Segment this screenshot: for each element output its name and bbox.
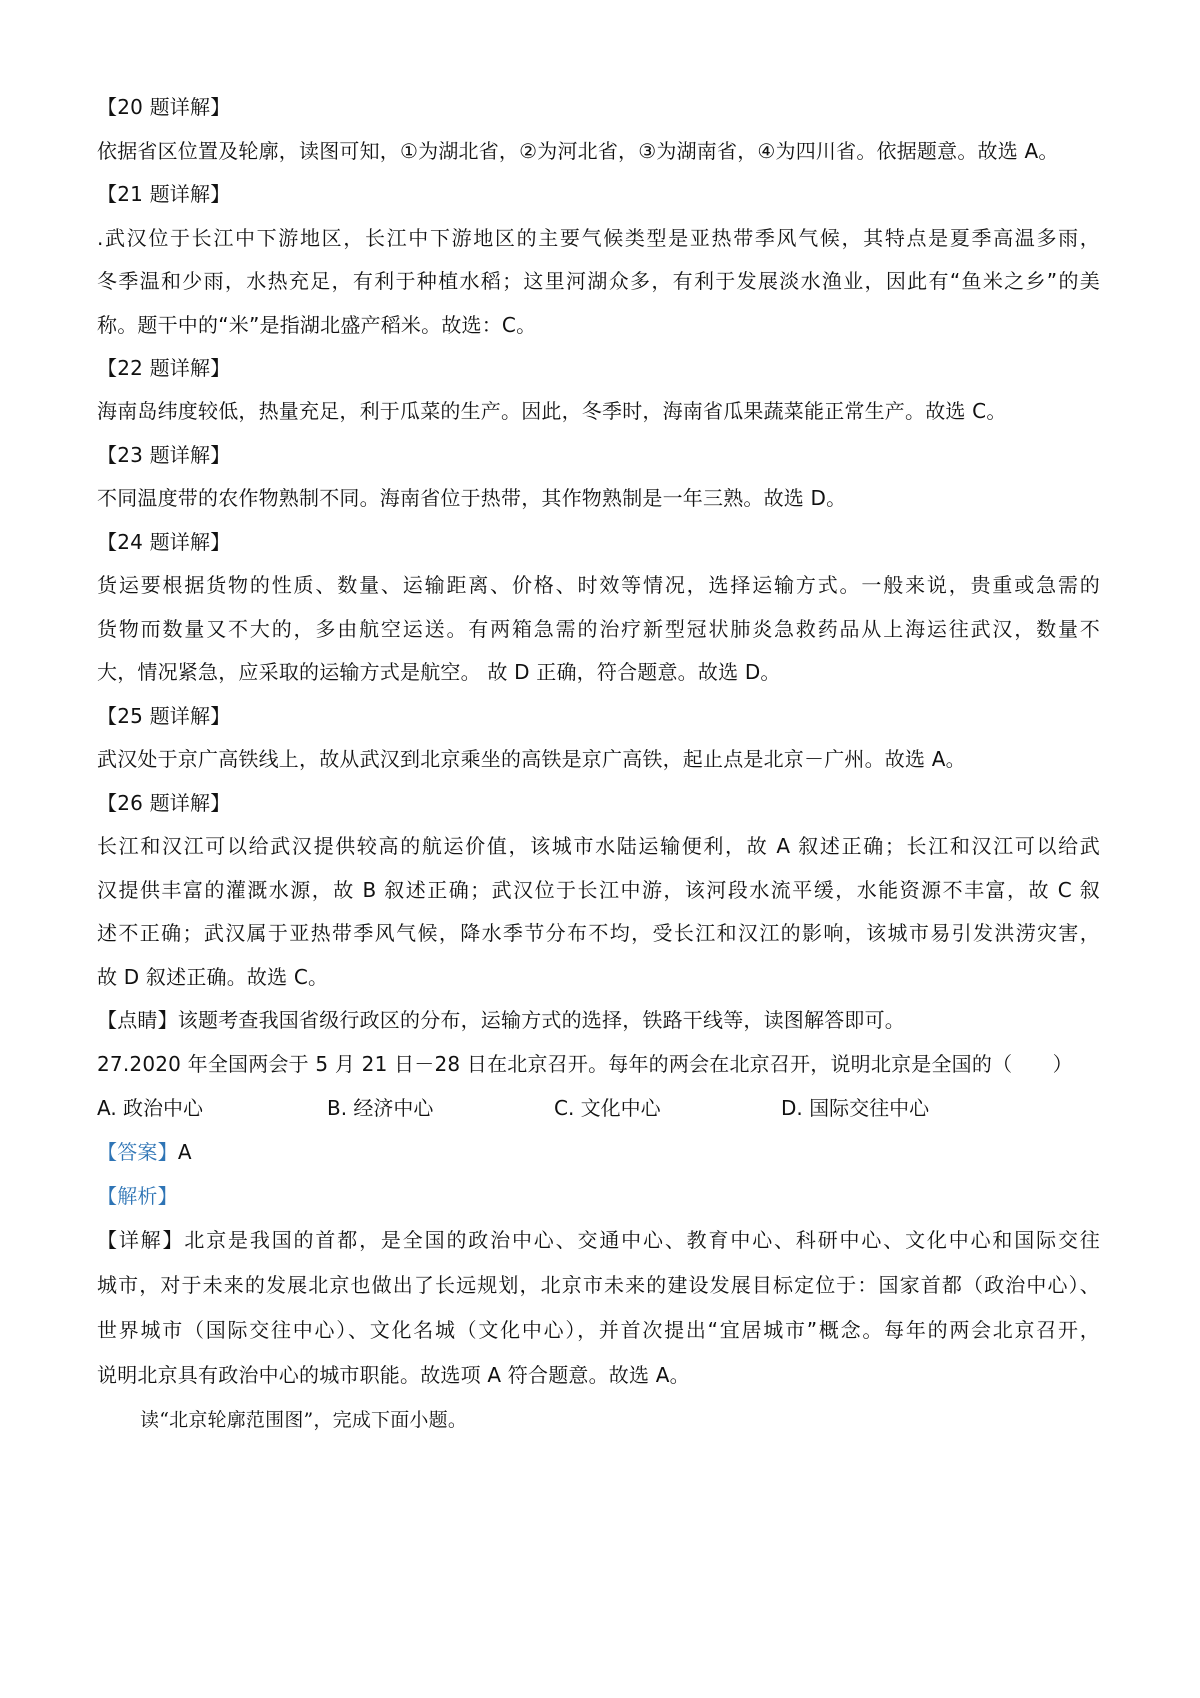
heading-q25: 【25 题详解】 — [97, 704, 231, 728]
explanation-q26-line2: 汉提供丰富的灌溉水源，故 B 叙述正确；武汉位于长江中游，该河段水流平缓，水能资源不丰富，故 C 叙 — [97, 878, 1100, 902]
explanation-q26-line3: 述不正确；武汉属于亚热带季风气候，降水季节分布不均，受长江和汉江的影响，该城市易引发洪涝灾害， — [97, 921, 1100, 945]
answer-value: A — [177, 1140, 192, 1164]
heading-q21: 【21 题详解】 — [97, 182, 231, 206]
explanation-q20: 依据省区位置及轮廓，读图可知，①为湖北省，②为河北省，③为湖南省，④为四川省。依据题意。故选 A。 — [97, 139, 1059, 163]
detail-line1: 【详解】北京是我国的首都，是全国的政治中心、交通中心、教育中心、科研中心、文化中心和国际交往 — [97, 1228, 1100, 1252]
heading-q23: 【23 题详解】 — [97, 443, 231, 467]
answer-line — [97, 1137, 192, 1167]
option-a: A. 政治中心 — [97, 1096, 204, 1120]
explanation-q22: 海南岛纬度较低，热量充足，利于瓜菜的生产。因此，冬季时，海南省瓜果蔬菜能正常生产。故选 C。 — [97, 399, 1007, 423]
explanation-q25: 武汉处于京广高铁线上，故从武汉到北京乘坐的高铁是京广高铁，起止点是北京－广州。故选 A。 — [97, 747, 966, 771]
explanation-q24-line1: 货运要根据货物的性质、数量、运输距离、价格、时效等情况，选择运输方式。一般来说，贵重或急需的 — [97, 573, 1100, 597]
explanation-q23: 不同温度带的农作物熟制不同。海南省位于热带，其作物熟制是一年三熟。故选 D。 — [97, 486, 847, 510]
explanation-q21-line2: 冬季温和少雨，水热充足，有利于种植水稻；这里河湖众多，有利于发展淡水渔业，因此有“鱼米之乡”的美 — [97, 269, 1100, 293]
heading-q20: 【20 题详解】 — [97, 95, 231, 119]
answer-label: 【答案】 — [97, 1140, 178, 1164]
heading-q24: 【24 题详解】 — [97, 530, 231, 554]
detail-line4: 说明北京具有政治中心的城市职能。故选项 A 符合题意。故选 A。 — [97, 1363, 690, 1387]
dianjing-note: 【点睛】该题考查我国省级行政区的分布，运输方式的选择，铁路干线等，读图解答即可。 — [97, 1008, 905, 1032]
heading-q26: 【26 题详解】 — [97, 791, 231, 815]
next-section-intro: 读“北京轮廓范围图”，完成下面小题。 — [140, 1409, 468, 1431]
option-b: B. 经济中心 — [327, 1096, 434, 1120]
option-d: D. 国际交往中心 — [781, 1096, 930, 1120]
explanation-q24-line3: 大，情况紧急，应采取的运输方式是航空。 故 D 正确，符合题意。故选 D。 — [97, 660, 781, 684]
explanation-q26-line4: 故 D 叙述正确。故选 C。 — [97, 965, 329, 989]
detail-line2: 城市，对于未来的发展北京也做出了长远规划，北京市未来的建设发展目标定位于：国家首都（政治中心）、 — [97, 1273, 1100, 1297]
heading-q22: 【22 题详解】 — [97, 356, 231, 380]
explanation-q24-line2: 货物而数量又不大的，多由航空运送。有两箱急需的治疗新型冠状肺炎急救药品从上海运往武汉，数量不 — [97, 617, 1100, 641]
explanation-q26-line1: 长江和汉江可以给武汉提供较高的航运价值，该城市水陆运输便利，故 A 叙述正确；长江和汉江可以给武 — [97, 834, 1100, 858]
explanation-q21-line3: 称。题干中的“米”是指湖北盛产稻米。故选：C。 — [97, 313, 537, 337]
question-27-stem: 27.2020 年全国两会于 5 月 21 日－28 日在北京召开。每年的两会在北京召开，说明北京是全国的（ ） — [97, 1052, 1073, 1076]
detail-line3: 世界城市（国际交往中心）、文化名城（文化中心），并首次提出“宜居城市”概念。每年的两会北京召开， — [97, 1318, 1100, 1342]
explanation-q21-line1: .武汉位于长江中下游地区，长江中下游地区的主要气候类型是亚热带季风气候，其特点是夏季高温多雨， — [97, 226, 1100, 250]
option-c: C. 文化中心 — [554, 1096, 661, 1120]
analysis-label: 【解析】 — [97, 1184, 178, 1208]
